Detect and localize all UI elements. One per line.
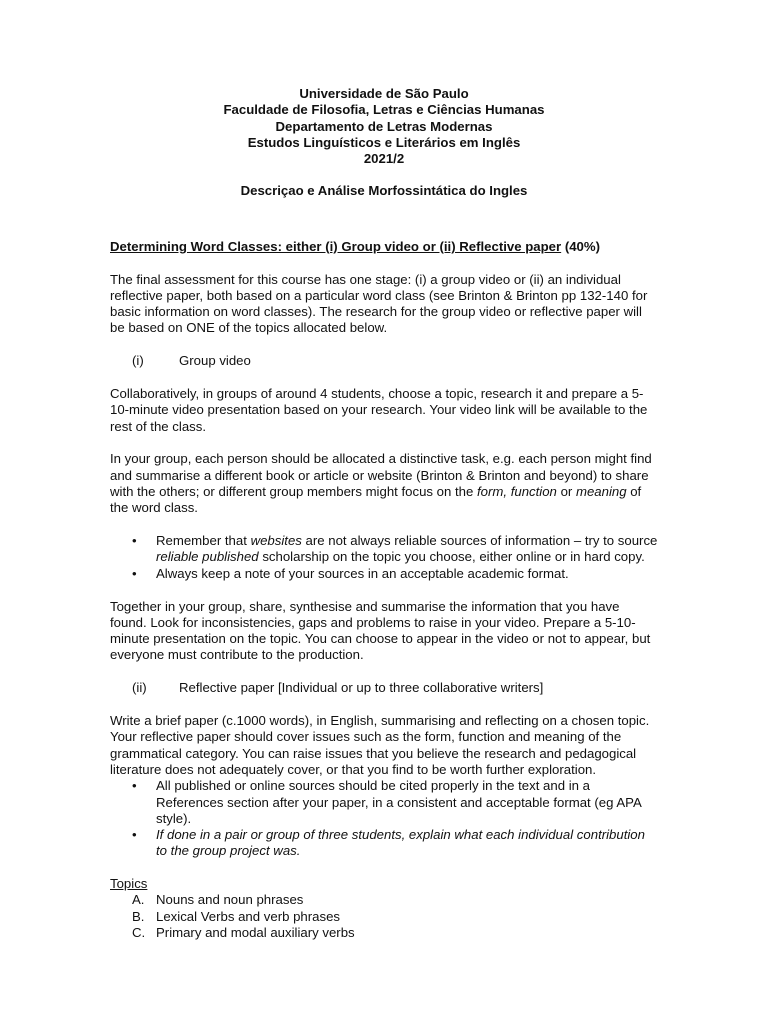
intro-paragraph: The final assessment for this course has one stage: (i) a group video or (ii) an individual reflective paper, both based on a particular word class (see Brinton & Brinton pp 132-140 for basic information on word classes). The research for the group video or reflective paper will be based on ONE of the topics allocated below. (110, 271, 648, 336)
paragraph-text: of the word class. (110, 484, 642, 516)
topic-text: Nouns and noun phrases (156, 892, 304, 908)
reflective-paper-paragraph: Write a brief paper (c.1000 words), in English, summarising and reflecting on a chosen topic. Your reflective paper should cover issues such as the form, function and meaning of the grammatical category. You can raise issues that you believe the research and pedagogical literature does not adequately cover, or that you find to be worth further exploration. (110, 713, 650, 777)
emphasis-text: websites (250, 533, 302, 549)
term: 2021/2 (363, 151, 405, 167)
topic-letter: C. (132, 925, 146, 941)
item-text: are not always reliable sources of information – try to source (301, 533, 658, 549)
list-item (110, 925, 658, 941)
section-reflective-paper-heading (132, 680, 658, 696)
topics-heading: Topics (110, 876, 148, 892)
university-name: Universidade de São Paulo (299, 86, 469, 101)
emphasis-text: meaning (575, 484, 627, 500)
list-item: • Always keep a note of your sources in an acceptable academic format. (110, 566, 658, 582)
topics-list (110, 892, 658, 941)
list-item (110, 533, 658, 566)
topic-letter: B. (132, 908, 145, 924)
assessment-weight: (40%) (564, 238, 601, 254)
emphasis-text: reliable published (156, 549, 259, 565)
group-video-paragraph-1: Collaboratively, in groups of around 4 students, choose a topic, research it and prepare a 5-10-minute video presentation based on your research. Your video link will be available to the rest of the class. (110, 386, 648, 434)
faculty-name: Faculdade de Filosofia, Letras e Ciências Humanas (223, 102, 545, 118)
emphasis-text: If done in a pair or group of three students, explain what each individual contribution to the group project was. (156, 827, 645, 859)
course-title: Descriçao e Análise Morfossintática do Ingles (240, 183, 528, 199)
section-title: Group video (179, 353, 251, 369)
section-title: Reflective paper [Individual or up to three collaborative writers] (179, 680, 544, 696)
paragraph-text: In your group, each person should be allocated a distinctive task, e.g. each person might find and summarise a different book or article or website (Brinton & Brinton and beyond) to share with the others; or different group members might focus on the (110, 451, 652, 500)
topic-text: Primary and modal auxiliary verbs (156, 925, 355, 941)
section-number: (ii) (132, 680, 147, 696)
group-video-paragraph-3: Together in your group, share, synthesise and summarise the information that you have found. Look for inconsistencies, gaps and problems to raise in your video. Prepare a 5-10-minute presentation on the topic. You can choose to appear in the video or not to appear, but everyone must contribute to the production. (110, 598, 651, 663)
group-video-paragraph-2 (110, 451, 658, 516)
section-group-video-heading (132, 353, 658, 369)
topic-letter: A. (132, 892, 145, 908)
assessment-heading (110, 239, 658, 255)
emphasis-text: form, function (477, 484, 557, 500)
topic-text: Lexical Verbs and verb phrases (156, 908, 340, 924)
section-number: (i) (132, 353, 144, 369)
assessment-title: Determining Word Classes: either (i) Group video or (ii) Reflective paper (110, 238, 562, 254)
list-item (110, 892, 658, 908)
group-video-bullets (110, 533, 658, 582)
list-item: • All published or online sources should be cited properly in the text and in a References section after your paper, in a consistent and acceptable format (eg APA style). (110, 778, 658, 827)
list-item (110, 827, 658, 860)
item-text: Remember that (156, 533, 251, 549)
reflective-paper-bullets (110, 778, 658, 859)
item-text: scholarship on the topic you choose, either online or in hard copy. (258, 549, 645, 565)
list-item (110, 909, 658, 925)
department-name: Departamento de Letras Modernas (275, 118, 493, 134)
paragraph-text: or (556, 484, 576, 500)
program-name: Estudos Linguísticos e Literários em Inglês (247, 134, 521, 150)
document-header (110, 86, 658, 200)
